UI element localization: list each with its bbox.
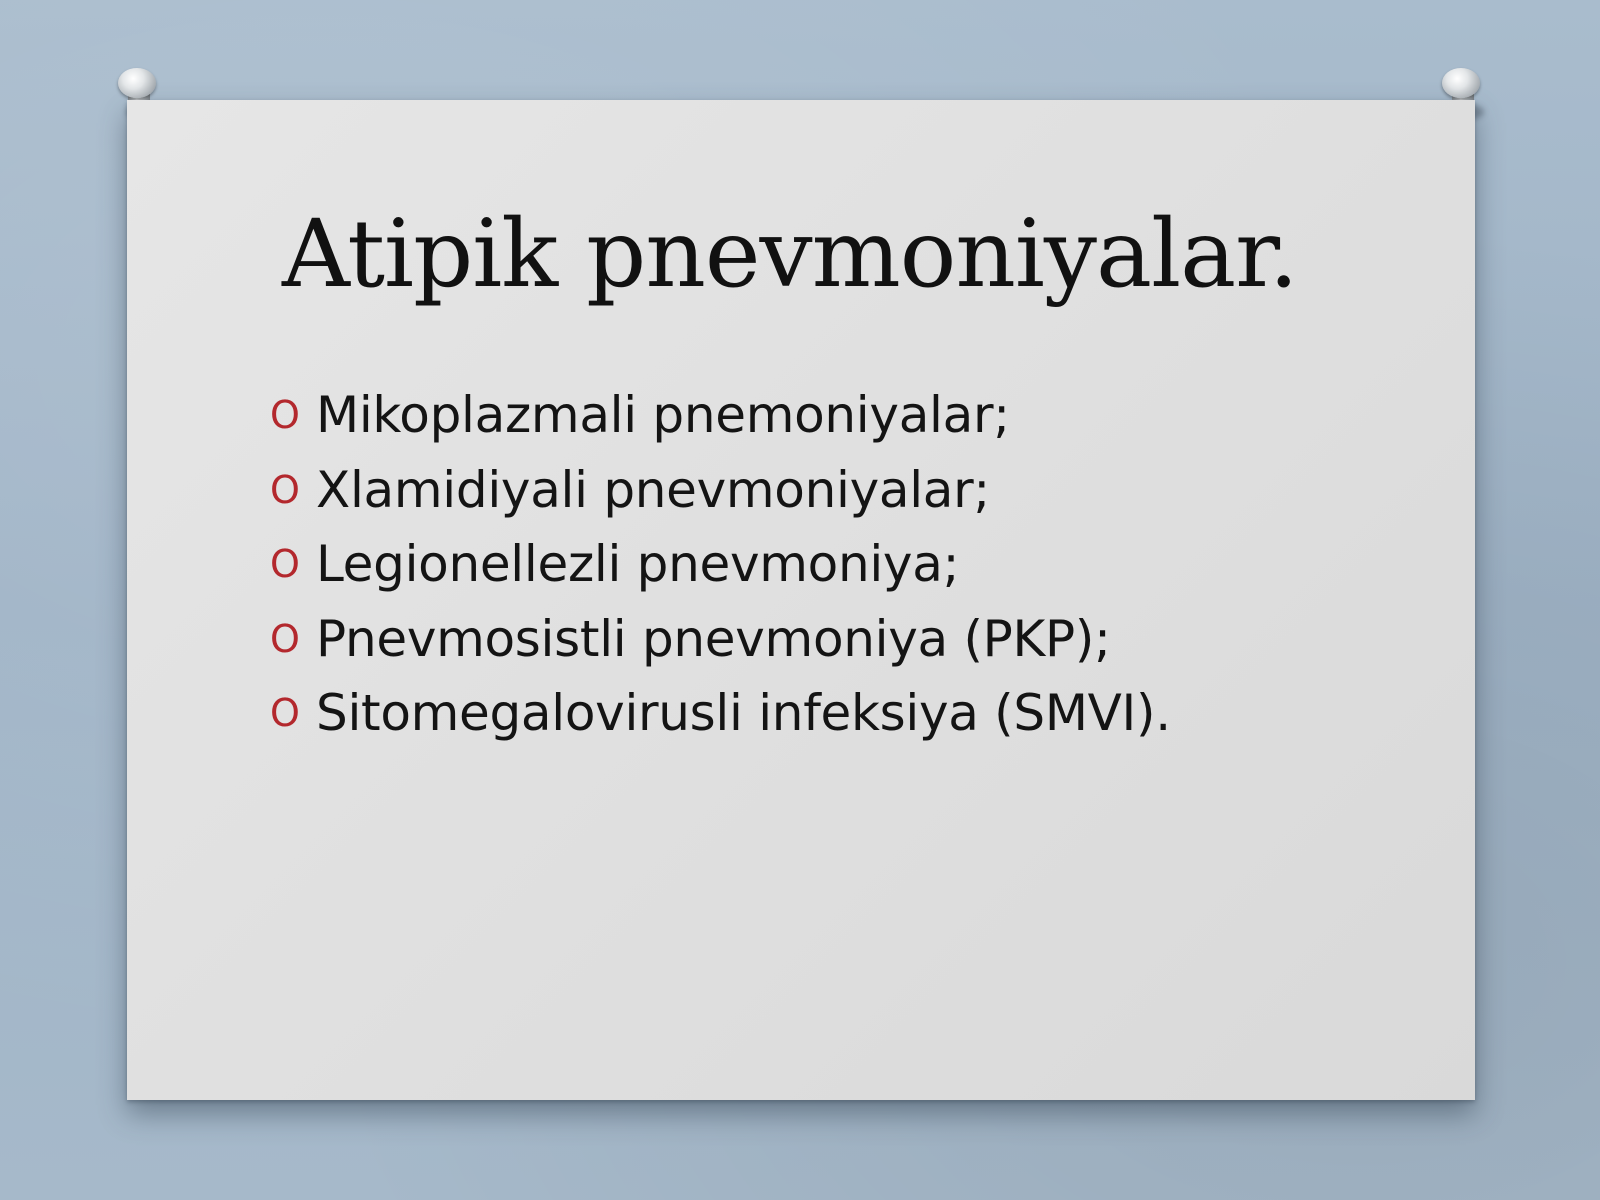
bullet-text: Pnevmosistli pnevmoniya (PKP);: [316, 609, 1111, 668]
bullet-item: [270, 378, 1171, 453]
bullet-text: Mikoplazmali pnemoniyalar;: [316, 386, 1010, 445]
bullet-item: [270, 676, 1171, 751]
bullet-item: [270, 453, 1171, 528]
bullet-text: Legionellezli pnevmoniya;: [316, 535, 960, 594]
bullet-text: Sitomegalovirusli infeksiya (SMVI).: [316, 684, 1171, 743]
bullet-marker-icon: O: [270, 616, 300, 661]
bullet-text: Xlamidiyali pnevmoniyalar;: [316, 460, 990, 519]
bullet-list: [270, 378, 1171, 751]
bullet-item: [270, 602, 1171, 677]
bullet-marker-icon: O: [270, 393, 300, 438]
slide-title: Atipik pnevmoniyalar.: [282, 200, 1298, 309]
bullet-marker-icon: O: [270, 691, 300, 736]
bullet-marker-icon: O: [270, 542, 300, 587]
bullet-marker-icon: O: [270, 467, 300, 512]
bullet-item: [270, 527, 1171, 602]
